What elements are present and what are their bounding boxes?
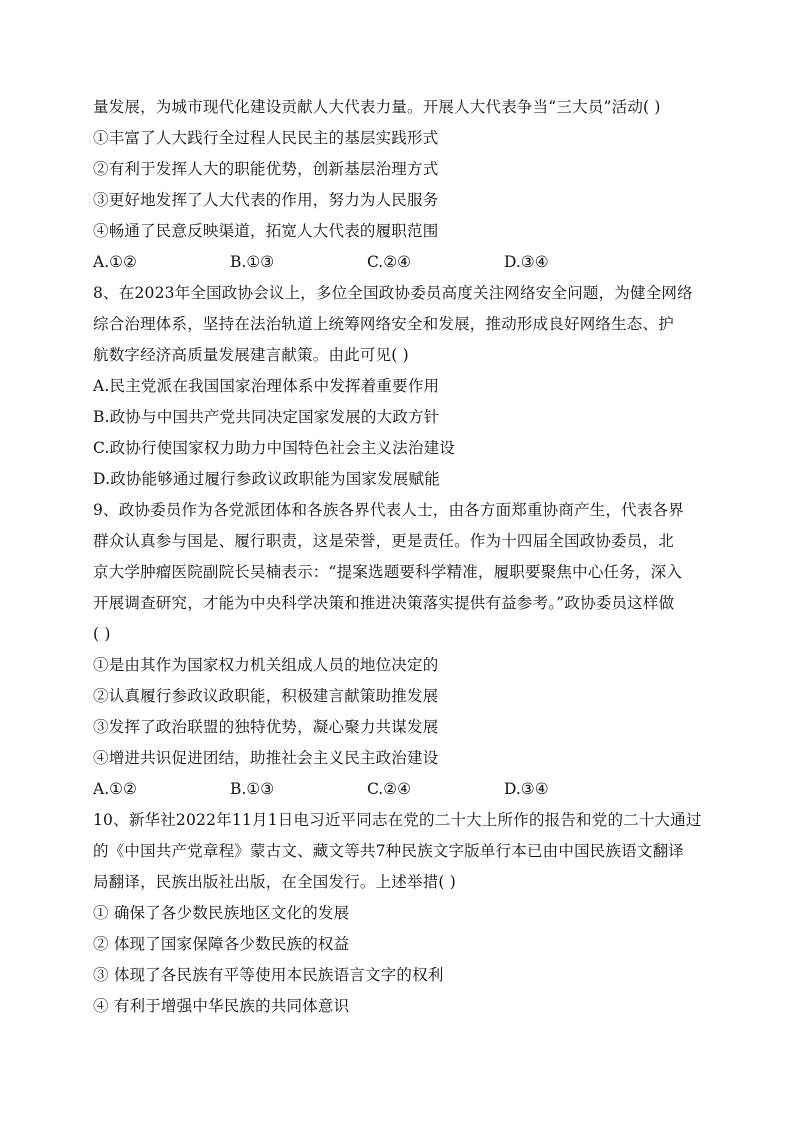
q9-item-4: ④增进共识促进团结，助推社会主义民主政治建设 — [93, 749, 439, 767]
q10-item-4: ④ 有利于增强中华民族的共同体意识 — [93, 997, 350, 1015]
q9-item-1: ①是由其作为国家权力机关组成人员的地位决定的 — [93, 656, 439, 674]
q7-option-c[interactable]: C.②④ — [367, 253, 412, 271]
q10-item-2: ② 体现了国家保障各少数民族的权益 — [93, 935, 350, 953]
q8-choice-a[interactable]: A.民主党派在我国国家治理体系中发挥着重要作用 — [93, 377, 440, 395]
q8-choice-b[interactable]: B.政协与中国共产党共同决定国家发展的大政方针 — [93, 408, 440, 426]
q7-option-a[interactable]: A.①② — [93, 253, 137, 271]
q9-stem-line-4: 开展调查研究，才能为中央科学决策和推进决策落实提供有益参考。”政协委员这样做 — [93, 594, 675, 612]
q8-stem-line-1: 8、在2023年全国政协会议上，多位全国政协委员高度关注网络安全问题，为健全网络 — [93, 284, 693, 302]
q7-item-4: ④畅通了民意反映渠道，拓宽人大代表的履职范围 — [93, 222, 439, 240]
q8-stem-line-2: 综合治理体系，坚持在法治轨道上统筹网络安全和发展，推动形成良好网络生态、护 — [93, 315, 674, 333]
q8-choice-d[interactable]: D.政协能够通过履行参政议政职能为国家发展赋能 — [93, 470, 440, 488]
q7-option-d[interactable]: D.③④ — [504, 253, 549, 271]
q10-item-3: ③ 体现了各民族有平等使用本民族语言文字的权利 — [93, 966, 444, 984]
q10-item-1: ① 确保了各少数民族地区文化的发展 — [93, 904, 350, 922]
q7-item-3: ③更好地发挥了人大代表的作用，努力为人民服务 — [93, 191, 439, 209]
q10-stem-line-1: 10、新华社2022年11月1日电习近平同志在党的二十大上所作的报告和党的二十大通过 — [93, 811, 702, 829]
q9-options — [93, 774, 705, 805]
q9-option-c[interactable]: C.②④ — [367, 780, 412, 798]
q7-option-b[interactable]: B.①③ — [230, 253, 275, 271]
q9-item-3: ③发挥了政治联盟的独特优势，凝心聚力共谋发展 — [93, 718, 439, 736]
q10-stem-line-3: 局翻译，民族出版社出版，在全国发行。上述举措( ) — [93, 873, 457, 891]
q9-option-a[interactable]: A.①② — [93, 780, 137, 798]
q7-stem-tail: 量发展，为城市现代化建设贡献人大代表力量。开展人大代表争当“三大员”活动( ) — [93, 98, 661, 116]
q8-stem-line-3: 航数字经济高质量发展建言献策。由此可见( ) — [93, 346, 409, 364]
q9-option-b[interactable]: B.①③ — [230, 780, 275, 798]
q7-item-1: ①丰富了人大践行全过程人民民主的基层实践形式 — [93, 129, 439, 147]
q9-item-2: ②认真履行参政议政职能，积极建言献策助推发展 — [93, 687, 439, 705]
question-content — [93, 92, 705, 1022]
q9-option-d[interactable]: D.③④ — [504, 780, 549, 798]
q7-item-2: ②有利于发挥人大的职能优势，创新基层治理方式 — [93, 160, 439, 178]
q7-options — [93, 247, 705, 278]
q9-stem-line-3: 京大学肿瘤医院副院长吴楠表示：“提案选题要科学精准，履职要聚焦中心任务，深入 — [93, 563, 683, 581]
q9-stem-line-1: 9、政协委员作为各党派团体和各族各界代表人士，由各方面郑重协商产生，代表各界 — [93, 501, 684, 519]
q9-stem-line-5: ( ) — [93, 625, 111, 643]
q8-choice-c[interactable]: C.政协行使国家权力助力中国特色社会主义法治建设 — [93, 439, 456, 457]
q10-stem-line-2: 的《中国共产党章程》蒙古文、藏文等共7种民族文字版单行本已由中国民族语文翻译 — [93, 842, 684, 860]
q9-stem-line-2: 群众认真参与国是、履行职责，这是荣誉，更是责任。作为十四届全国政协委员，北 — [93, 532, 674, 550]
